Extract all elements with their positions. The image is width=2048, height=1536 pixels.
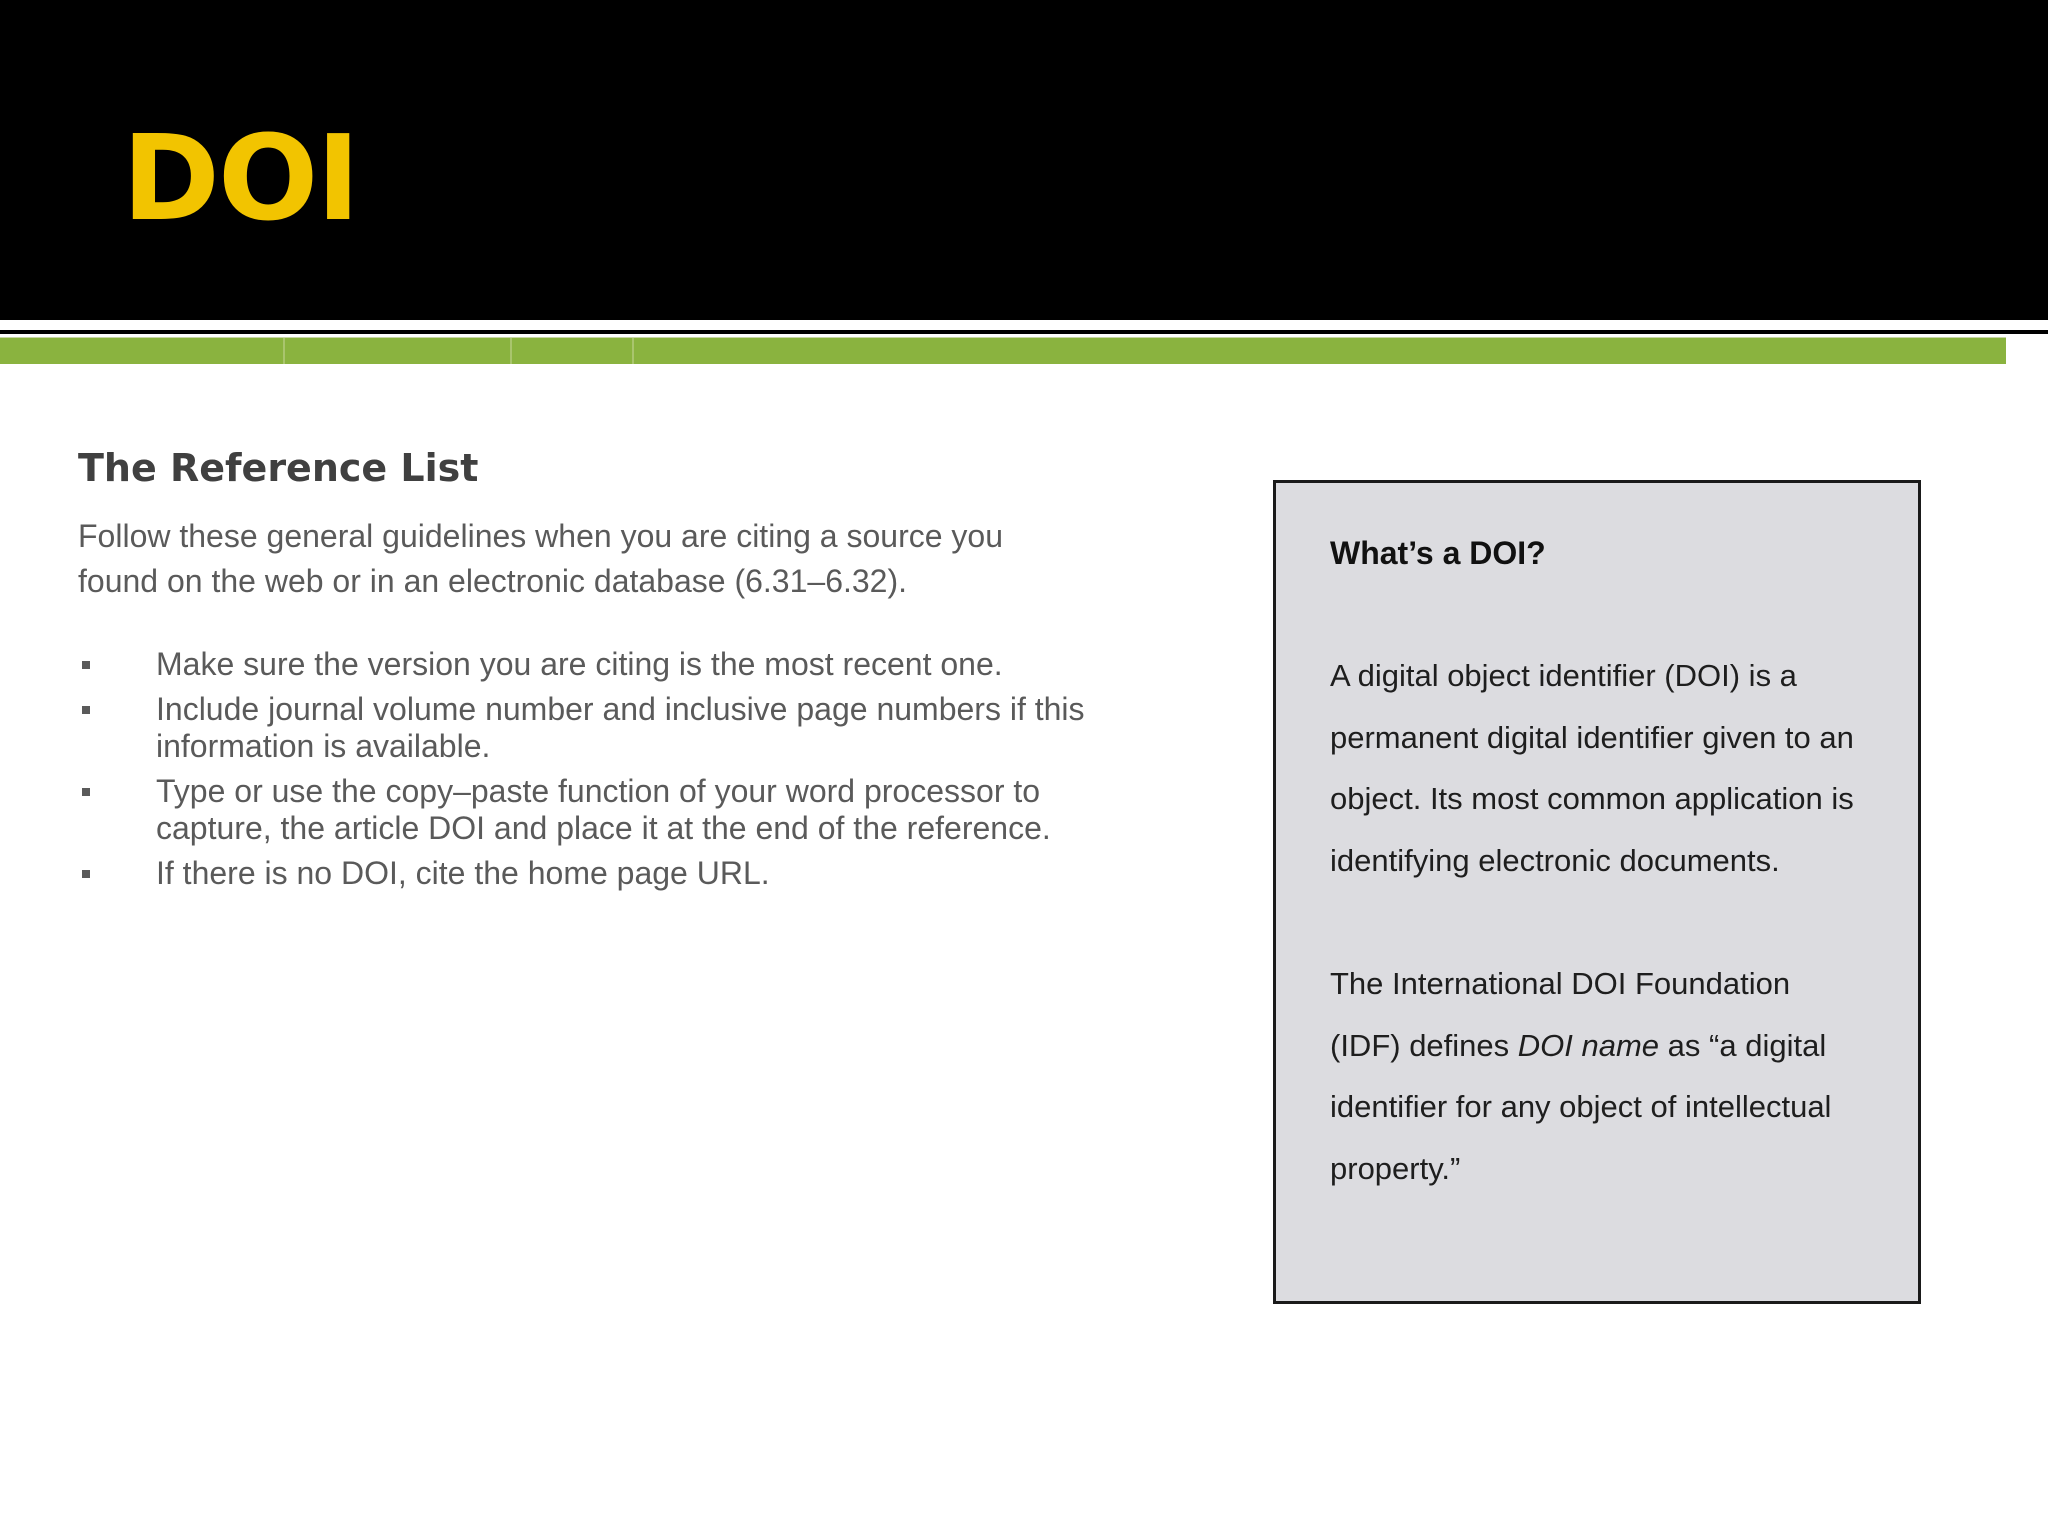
square-bullet-icon (82, 870, 90, 878)
accent-bar-tick (510, 338, 512, 364)
reference-list-section (78, 440, 1088, 900)
square-bullet-icon (82, 706, 90, 714)
intro-paragraph: Follow these general guidelines when you are citing a source you found on the web or in an electronic database (6.31–6.32). (78, 518, 1003, 599)
spacer (1330, 583, 1864, 645)
slide-title: DOI (122, 109, 359, 247)
list-item (78, 691, 1088, 765)
info-box-heading: What’s a DOI? (1330, 535, 1546, 571)
list-item-text: Make sure the version you are citing is the most recent one. (156, 646, 1003, 682)
spacer (1330, 891, 1864, 953)
section-heading: The Reference List (78, 446, 479, 490)
title-bar (0, 0, 2048, 320)
list-item-text: Include journal volume number and inclusive page numbers if this information is available. (156, 691, 1085, 764)
idf-definition (1330, 953, 1864, 1199)
doi-definition: A digital object identifier (DOI) is a permanent digital identifier given to an object. Its most common application is identifying electronic documents. (1330, 658, 1854, 878)
accent-bar-tick (283, 338, 285, 364)
guideline-list (78, 646, 1088, 892)
list-item (78, 855, 1088, 892)
list-item (78, 773, 1088, 847)
doi-info-box (1273, 480, 1921, 1304)
doi-name-term: DOI name (1517, 1027, 1660, 1063)
idf-definition-end: as “a digital identifier for any object of intellectual property.” (1330, 1027, 1832, 1186)
square-bullet-icon (82, 788, 90, 796)
header-divider (0, 330, 2048, 334)
list-item-text: If there is no DOI, cite the home page URL. (156, 855, 770, 891)
list-item-text: Type or use the copy–paste function of your word processor to capture, the article DOI and place it at the end of the reference. (156, 773, 1051, 846)
accent-bar-tick (632, 338, 634, 364)
list-item (78, 646, 1088, 683)
square-bullet-icon (82, 661, 90, 669)
idf-definition-start: The International DOI Foundation (IDF) defines (1330, 966, 1791, 1063)
accent-bar (0, 337, 2006, 364)
